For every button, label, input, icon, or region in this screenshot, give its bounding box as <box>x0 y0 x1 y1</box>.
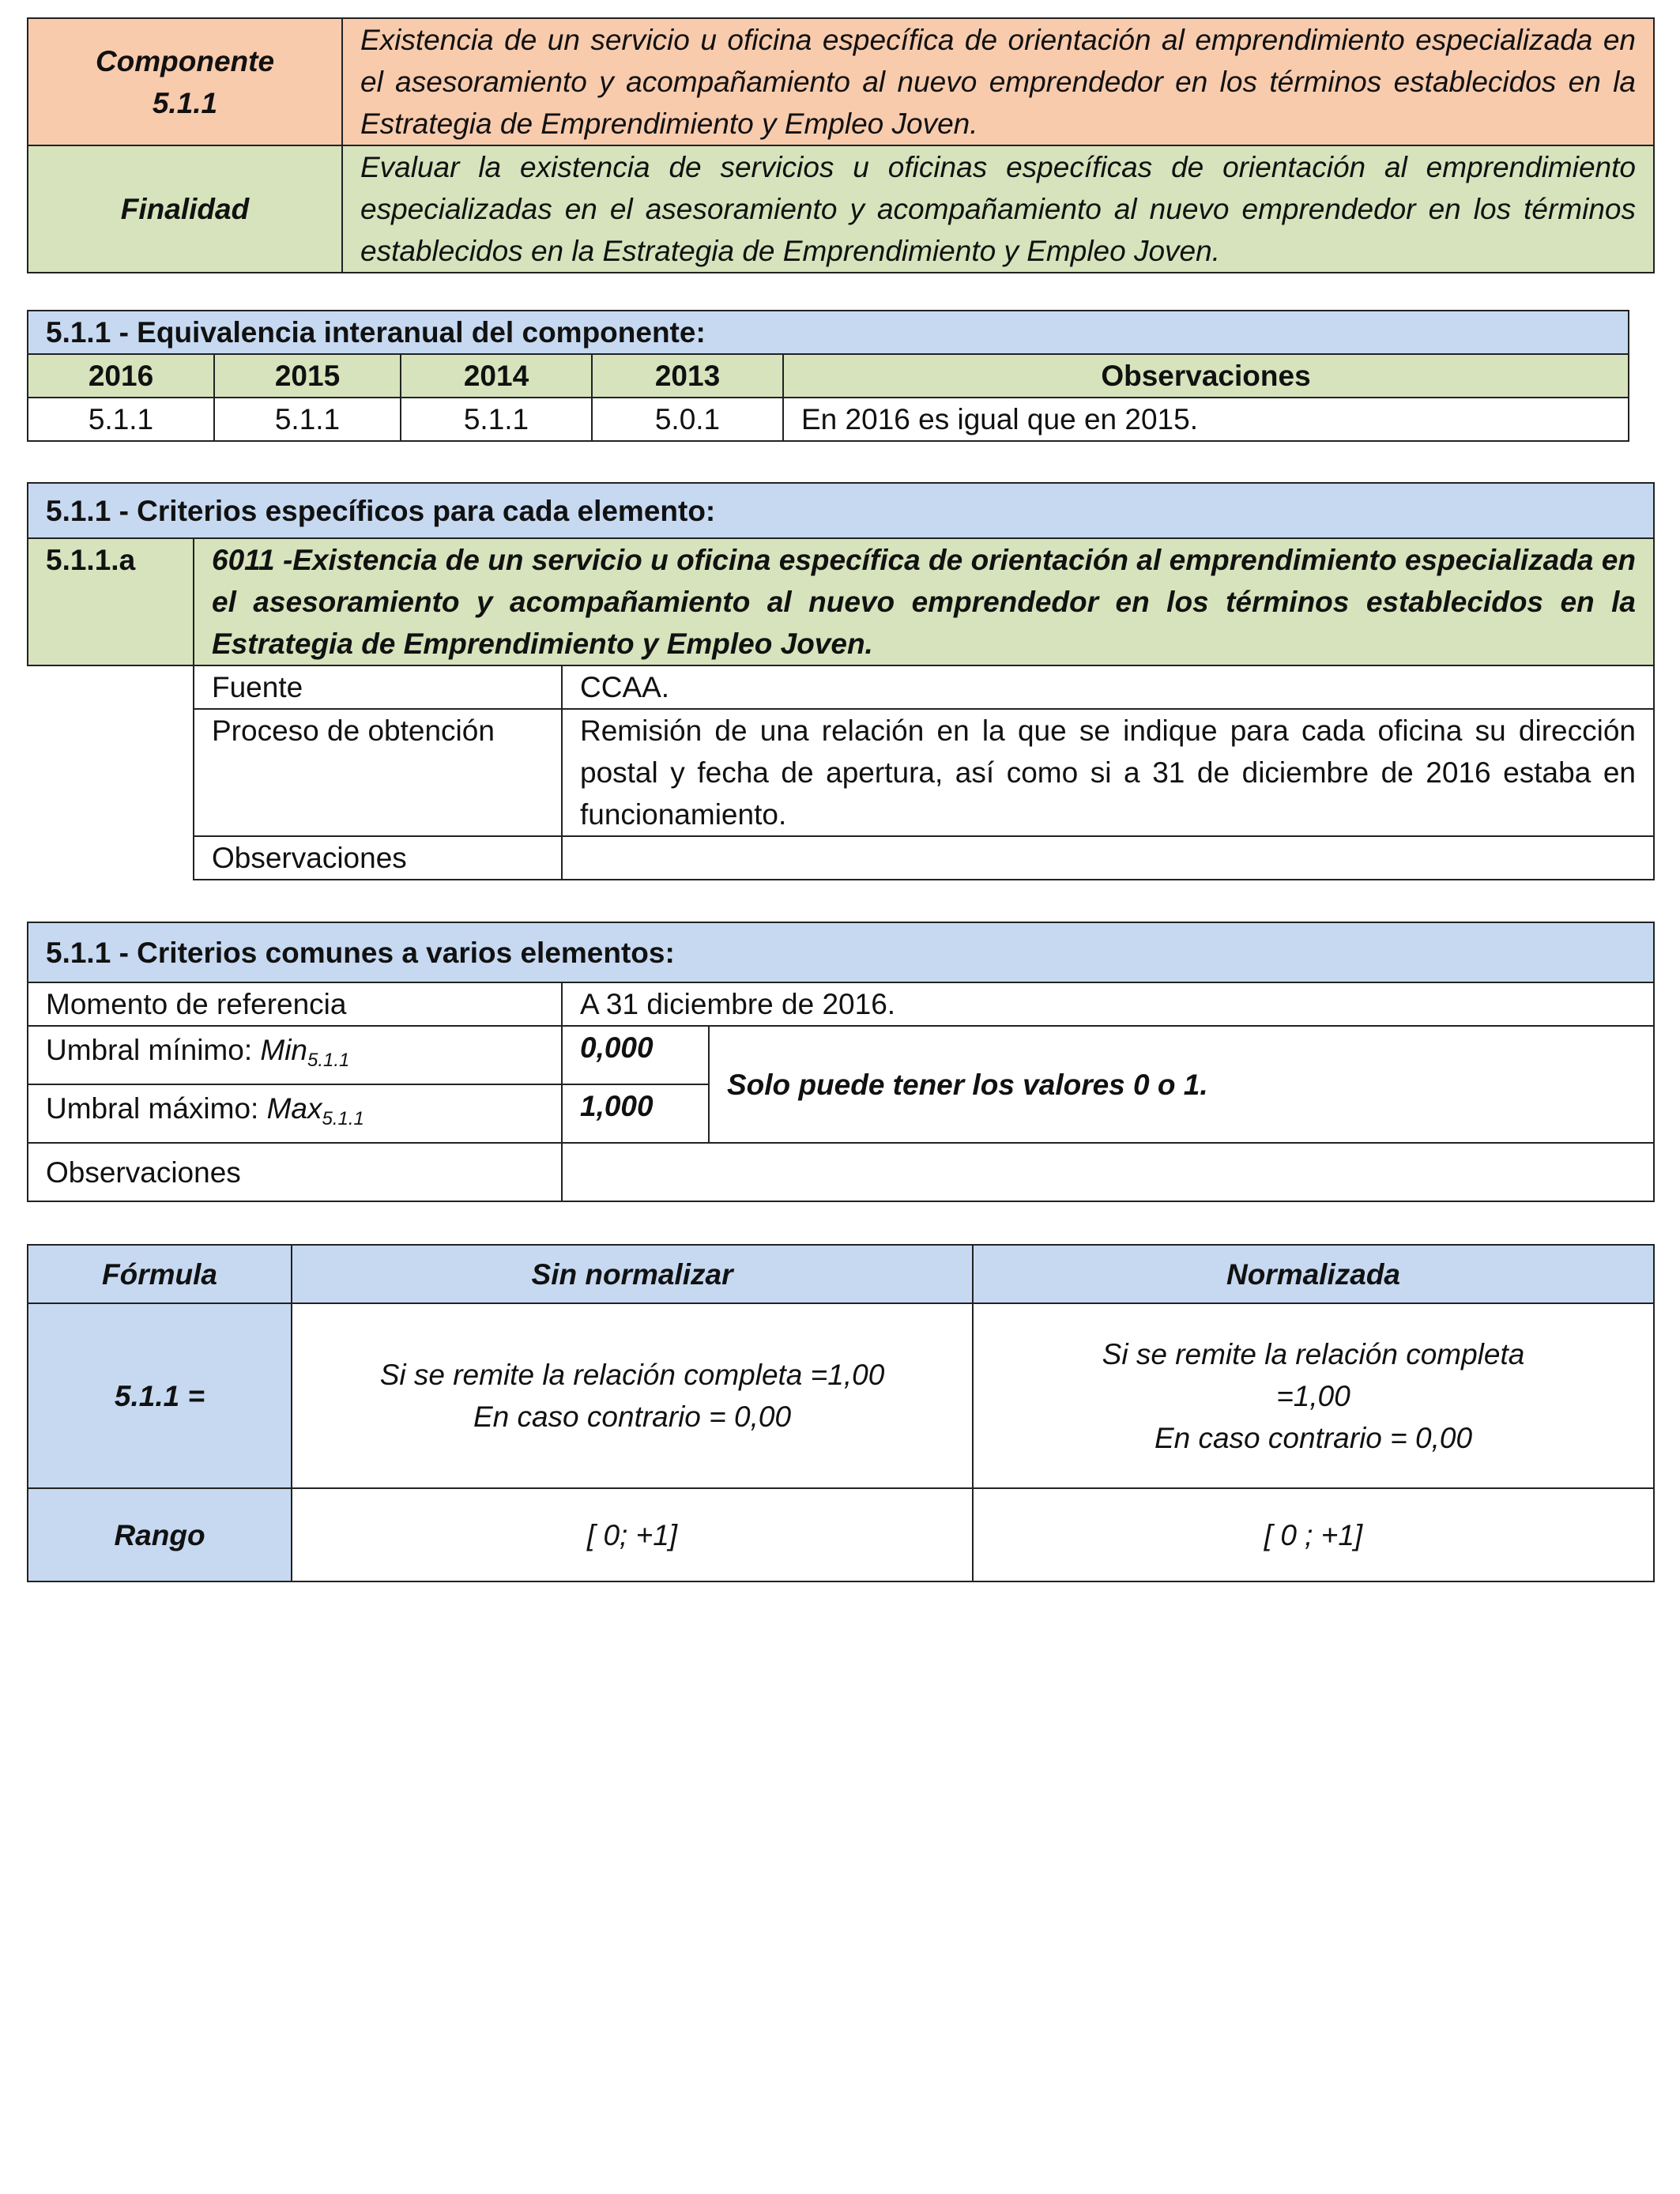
fuente-value: CCAA. <box>562 665 1654 709</box>
equivalencia-cell-2015: 5.1.1 <box>214 398 401 441</box>
umbral-minimo-text: Umbral mínimo: <box>46 1034 261 1066</box>
equivalencia-cell-2013: 5.0.1 <box>592 398 783 441</box>
equivalencia-header-2013: 2013 <box>592 354 783 398</box>
componente-description: Existencia de un servicio u oficina específica de orientación al emprendimiento especializada en el asesoramiento y acompañamiento al nuevo emprendedor en los términos establecidos en la Estrategia de Emprendimiento y Empleo Joven. <box>342 18 1654 145</box>
formula-sin-normalizar <box>292 1303 973 1488</box>
formula-norm-line3: En caso contrario = 0,00 <box>1154 1421 1473 1454</box>
indent-spacer <box>28 836 194 880</box>
equivalencia-cell-2014: 5.1.1 <box>401 398 592 441</box>
formula-sin-line1: Si se remite la relación completa =1,00 <box>379 1359 885 1391</box>
fuente-label: Fuente <box>194 665 562 709</box>
umbral-minimo-value: 0,000 <box>562 1026 709 1084</box>
umbral-minimo-subscript: 5.1.1 <box>307 1050 350 1071</box>
umbral-maximo-text: Umbral máximo: <box>46 1092 267 1125</box>
equivalencia-header-observaciones: Observaciones <box>783 354 1629 398</box>
observaciones-label: Observaciones <box>194 836 562 880</box>
element-code: 5.1.1.a <box>28 538 194 665</box>
umbral-maximo-value: 1,000 <box>562 1084 709 1143</box>
equivalencia-table <box>27 310 1629 442</box>
umbral-minimo-label <box>28 1026 562 1084</box>
element-text: 6011 -Existencia de un servicio u oficina específica de orientación al emprendimiento especializada en el asesoramiento y acompañamiento al nuevo emprendedor en los términos establecidos en la Estrategia de Emprendimiento y Empleo Joven. <box>194 538 1654 665</box>
comunes-observaciones-value <box>562 1143 1654 1201</box>
momento-label: Momento de referencia <box>28 982 562 1026</box>
formula-normalizada <box>973 1303 1654 1488</box>
equivalencia-header-2016: 2016 <box>28 354 214 398</box>
formula-header-sin-normalizar: Sin normalizar <box>292 1245 973 1303</box>
formula-norm-line2: =1,00 <box>1276 1379 1350 1412</box>
indent-spacer <box>28 665 194 709</box>
componente-table <box>27 17 1655 273</box>
umbral-maximo-label <box>28 1084 562 1143</box>
rango-label: Rango <box>28 1488 292 1581</box>
observaciones-value <box>562 836 1654 880</box>
rango-sin-normalizar: [ 0; +1] <box>292 1488 973 1581</box>
componente-label-line2: 5.1.1 <box>152 86 218 119</box>
umbral-maximo-subscript: 5.1.1 <box>322 1108 364 1129</box>
formula-norm-line1: Si se remite la relación completa <box>1102 1337 1525 1370</box>
equivalencia-cell-observaciones: En 2016 es igual que en 2015. <box>783 398 1629 441</box>
umbral-maximo-symbol: Max <box>266 1092 322 1125</box>
criterios-especificos-title: 5.1.1 - Criterios específicos para cada elemento: <box>28 483 1654 538</box>
criterios-comunes-title: 5.1.1 - Criterios comunes a varios elementos: <box>28 922 1654 982</box>
rango-normalizada: [ 0 ; +1] <box>973 1488 1654 1581</box>
momento-value: A 31 diciembre de 2016. <box>562 982 1654 1026</box>
finalidad-label: Finalidad <box>28 145 342 273</box>
formula-table <box>27 1244 1655 1582</box>
finalidad-text: Evaluar la existencia de servicios u oficinas específicas de orientación al emprendimiento especializadas en el asesoramiento y acompañamiento al nuevo emprendedor en los términos establecidos en la Estrategia de Emprendimiento y Empleo Joven. <box>342 145 1654 273</box>
equivalencia-title: 5.1.1 - Equivalencia interanual del componente: <box>28 311 1629 354</box>
componente-label <box>28 18 342 145</box>
criterios-especificos-table <box>27 482 1655 880</box>
componente-label-line1: Componente <box>95 44 275 77</box>
formula-sin-line2: En caso contrario = 0,00 <box>473 1400 792 1433</box>
indent-spacer <box>28 709 194 836</box>
equivalencia-cell-2016: 5.1.1 <box>28 398 214 441</box>
formula-header-formula: Fórmula <box>28 1245 292 1303</box>
formula-row-label: 5.1.1 = <box>28 1303 292 1488</box>
comunes-observaciones-label: Observaciones <box>28 1143 562 1201</box>
equivalencia-header-2015: 2015 <box>214 354 401 398</box>
criterios-comunes-table <box>27 922 1655 1202</box>
formula-header-normalizada: Normalizada <box>973 1245 1654 1303</box>
proceso-label: Proceso de obtención <box>194 709 562 836</box>
equivalencia-header-2014: 2014 <box>401 354 592 398</box>
proceso-value: Remisión de una relación en la que se indique para cada oficina su dirección postal y fecha de apertura, así como si a 31 de diciembre de 2016 estaba en funcionamiento. <box>562 709 1654 836</box>
umbral-minimo-symbol: Min <box>260 1034 308 1066</box>
umbral-note: Solo puede tener los valores 0 o 1. <box>709 1026 1654 1143</box>
